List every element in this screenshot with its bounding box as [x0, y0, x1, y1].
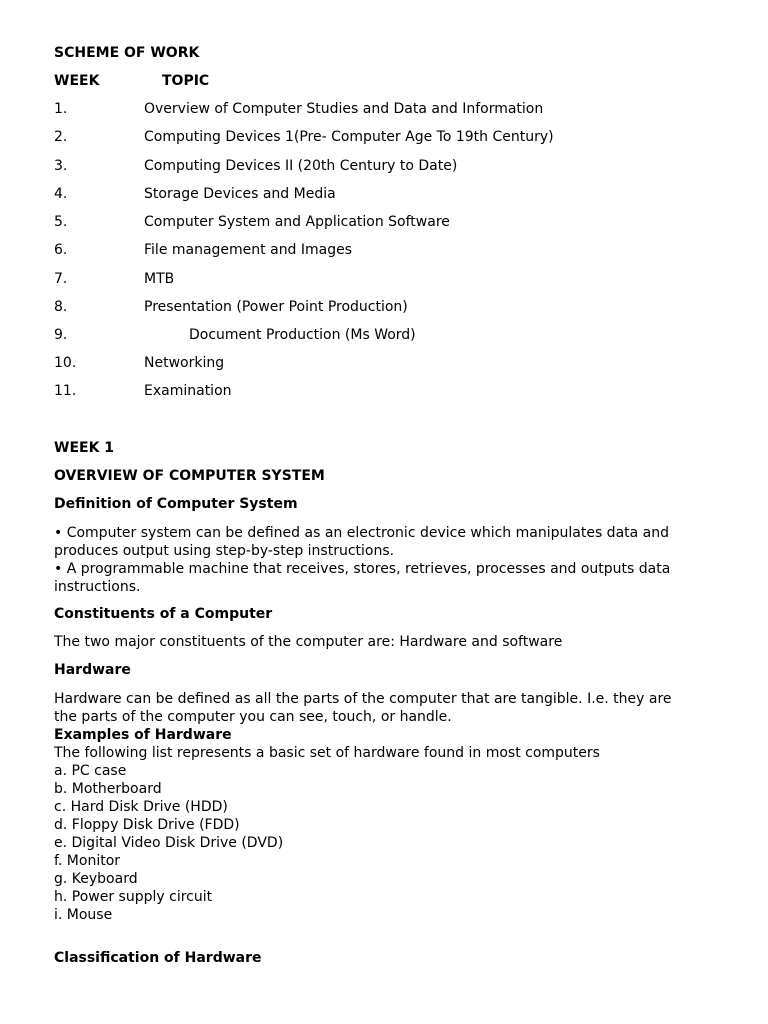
examples-intro: The following list represents a basic set of hardware found in most computers: [54, 745, 600, 761]
week-number: 7.: [54, 271, 68, 287]
week-topic: Document Production (Ms Word): [189, 327, 416, 343]
week-heading: WEEK 1: [54, 440, 115, 456]
week-topic: Overview of Computer Studies and Data and Information: [144, 101, 544, 117]
section-title: OVERVIEW OF COMPUTER SYSTEM: [54, 468, 325, 484]
week-topic: Examination: [144, 383, 232, 399]
list-item: g. Keyboard: [54, 871, 138, 887]
week-number: 2.: [54, 129, 68, 145]
definition-heading: Definition of Computer System: [54, 496, 298, 512]
week-topic: File management and Images: [144, 242, 353, 258]
week-topic: Computing Devices 1(Pre- Computer Age To 19th Century): [144, 129, 554, 145]
week-number: 9.: [54, 327, 68, 343]
list-item: b. Motherboard: [54, 781, 162, 797]
examples-heading: Examples of Hardware: [54, 727, 232, 743]
hardware-section: [54, 690, 694, 924]
list-item: c. Hard Disk Drive (HDD): [54, 799, 228, 815]
scheme-title: SCHEME OF WORK: [54, 45, 200, 61]
week-number: 10.: [54, 355, 77, 371]
definition-bullet: • A programmable machine that receives, stores, retrieves, processes and outputs data instructions.: [54, 561, 671, 595]
week-topic: Storage Devices and Media: [144, 186, 336, 202]
week-number: 4.: [54, 186, 68, 202]
week-number: 8.: [54, 299, 68, 315]
week-topic: Computing Devices II (20th Century to Date): [144, 158, 458, 174]
week-topic: MTB: [144, 271, 175, 287]
classification-heading: Classification of Hardware: [54, 950, 262, 966]
definition-bullets: [54, 524, 694, 596]
list-item: i. Mouse: [54, 907, 113, 923]
list-item: e. Digital Video Disk Drive (DVD): [54, 835, 284, 851]
constituents-text: The two major constituents of the computer are: Hardware and software: [54, 634, 563, 650]
list-item: f. Monitor: [54, 853, 121, 869]
week-number: 11.: [54, 383, 77, 399]
week-number: 3.: [54, 158, 68, 174]
list-item: d. Floppy Disk Drive (FDD): [54, 817, 240, 833]
week-topic: Presentation (Power Point Production): [144, 299, 408, 315]
list-item: a. PC case: [54, 763, 127, 779]
week-column-header: WEEK: [54, 73, 100, 89]
week-number: 5.: [54, 214, 68, 230]
week-number: 1.: [54, 101, 68, 117]
constituents-heading: Constituents of a Computer: [54, 606, 273, 622]
list-item: h. Power supply circuit: [54, 889, 213, 905]
week-number: 6.: [54, 242, 68, 258]
topic-column-header: TOPIC: [162, 73, 210, 89]
definition-bullet: • Computer system can be defined as an electronic device which manipulates data and produces output using step-by-step instructions.: [54, 525, 670, 559]
week-topic: Networking: [144, 355, 225, 371]
week-topic: Computer System and Application Software: [144, 214, 450, 230]
hardware-text: Hardware can be defined as all the parts of the computer that are tangible. I.e. they are the parts of the computer you can see, touch, or handle.: [54, 691, 672, 725]
hardware-heading: Hardware: [54, 662, 131, 678]
